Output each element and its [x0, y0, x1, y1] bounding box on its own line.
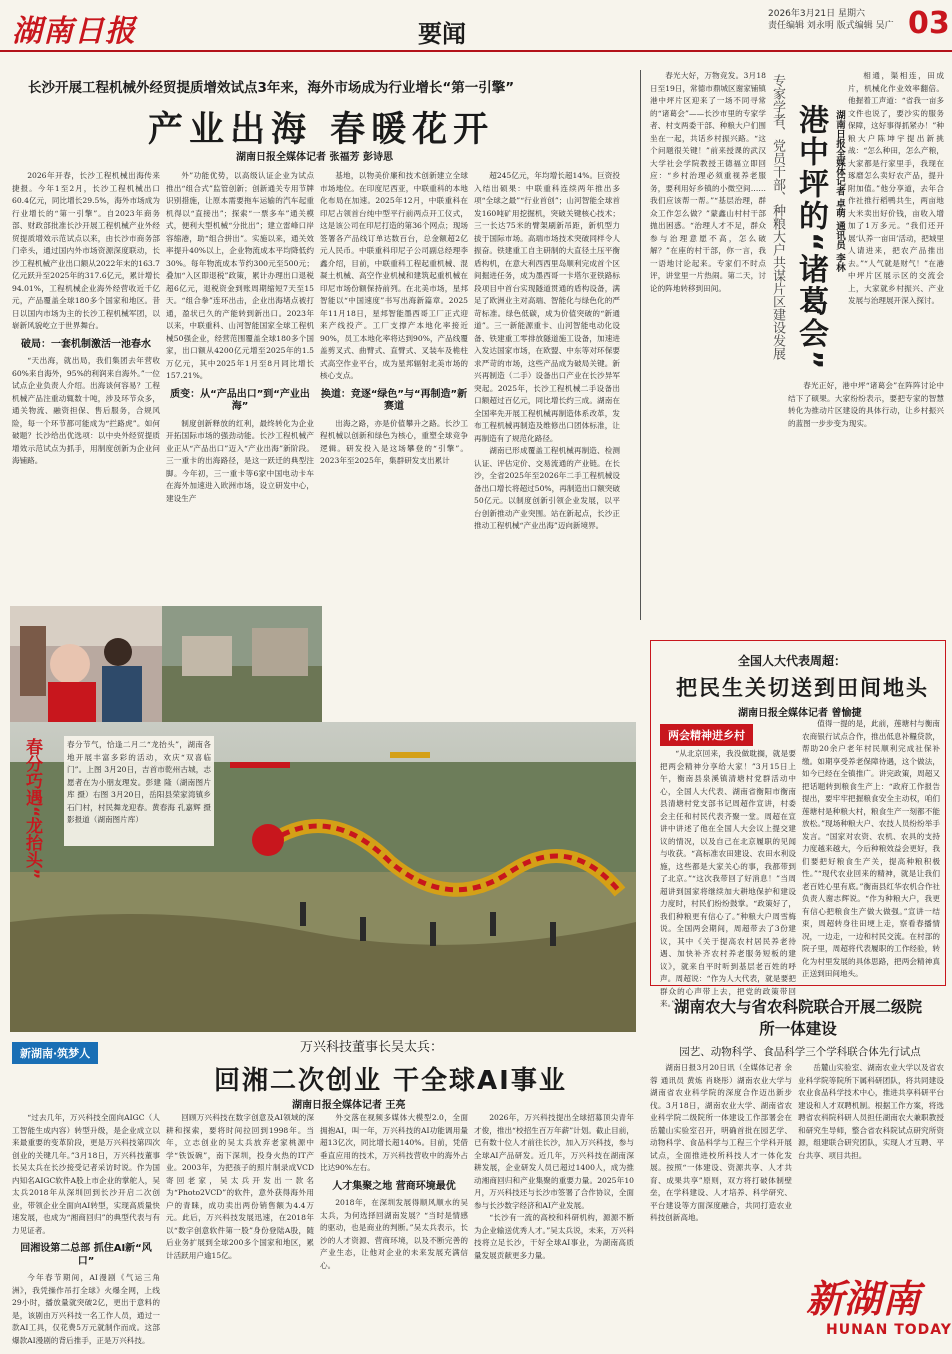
dateline: [768, 8, 908, 32]
lead-column-2: 外”功能优势，以高级认证企业为试点推出“组合式”监管创新；创新通关专用节牌识别措施，让原本需要拖车运输的汽车起重机得以“直接出”；探索“一票多车”通关模式，便利大型机械“分批出”；建立雷峰口岸容缩港，助“组合拼出”。实施以来，通关效率提升40%以上，企业物流成本平均降低约30%。每年物流成本节约300元至500元；叠加“入区即退税”政策，累计办理出口退税超6亿元，退税资金到账周期缩短7天至15天。“组合拳”连环出击，企业出海堵点被打通，盈状已久的产能转到新出口。2023年以来，中联重科、山河智能国家全球工程机械50强企业，经营范围覆盖全球180多个国家，出口额从4200亿元增至2025年的1.5万亿元，其中2025年1月至8月同比增长157.21%。 质变：从“产品出口”到“产业出海” 制度创新释放的红利，最终转化为企业开拓国际市场的强劲动能。长沙工程机械产业正从“产品出口”迈入“产业出海”新阶段。三一重卡的出海路径，是这一跃迁的典型注脚。今年初，三一重卡等6家中国电动卡车在海外加速进入欧洲市场，设立研发中心，建设生产: [166, 171, 314, 503]
side-story-text-b: 相通，渠相连，田成片，机械化作业效率翻倍。他握着工声道：“省我一亩多文件也说了，要沙实的服务保障，这好事得抓紧办！”种粮大户陈坤宇提出新挑战：“怎么种田，怎么产粮，大家都是行家里手，我现在琢磨怎么卖好农产品，提升附加值。”他分享道，去年合作社推行稻鸭共生，两亩地大米卖出好价钱，亩收入增加了1万多元。“我们还开展‘认养一亩田’活动，把城里人请进来，把农产品推出去。”“人气就是财气！”在港中坪片区展示区的交流会上，大家就乡村振兴、产业发展与治理展开深入探讨。: [848, 71, 944, 305]
photo-vertical-title: 春分巧遇“龙抬头”: [22, 738, 42, 880]
ai-subhead-2: 人才集聚之地 营商环境最优: [332, 1180, 456, 1192]
lead-headline: 产业出海 春暖花开: [148, 110, 495, 150]
ai-story-tag: 新湖南·筑梦人: [12, 1042, 98, 1064]
lead-column-1: 2026年开春，长沙工程机械出海传来捷报。今年1至2月，长沙工程机械出口60.4亿元，同比增长29.5%，海外市场成为行业增长的“第一引擎”。自2023年商务部、财政部批准长沙开展工程机械产业外经贸提质增效示范试点以来，由长沙市商务部门牵头，通过国内外市场资源深度联动，长沙工程机械产业出口额从2022年末的163.7亿元跃升至2025年的317.6亿元，累计增长94.01%，工程机械企业海外经营收近千亿元，产品覆盖全球180多个国家和地区。昔日以国内市场为主的长沙工程机械军团，以崭新风貌屹立于世界舞台。 破局：一套机制激活一池春水 “天出海，就出局，我们集团去年营收60%来自海外，95%的利润来自海外。”一位试点企业负责人介绍。出海谈何容易？工程机械产品注重动辄数十吨，涉及环节众多，通关物流、融资担保、售后服务，合规风险，每一个环节都可能成为“拦路虎”。如何破题？长沙给出优选项：以中央外经贸提质增效示范试点为抓手，用制度创新为企业问海铺路。: [12, 171, 160, 465]
univ-column-2: 岳麓山实验室、湖南农业大学以及省农业科学院等院所下属科研团队，将共同建设农业食品科学技术中心，推进共享科研平台建设和人才双聘机制。根据工作方案，将选聘省农科院科研人员担任湖南农大兼职教授和研究生导师，整合省农科院试点研究所资源，组建联合研究团队，实现人才互聘、平台共享、项目共担。: [798, 1063, 944, 1160]
issue-date: 2026年3月21日 星期六: [768, 9, 865, 19]
side-story-kicker: 专家学者、党员干部、种粮大户共谋片区建设发展: [770, 74, 785, 360]
univ-column-1: 湖南日报3月20日讯（全媒体记者 余蓉 通讯员 黄炼 肖晓彤）湖南农业大学与湖南省农业科学院的深度合作迈出新步伐。3月18日，湖南农业大学、湖南省农业科学院二级院所一体建设工作部署会在岳麓山实验室召开，明确首批在园艺学、动物科学、食品科学与工程三个学科开展试点，全面推进校所科技人才一体化发展。按照“一体建设、资源共享、人才共育、成果共享”原则，双方将打破体制壁垒，在学科建设、人才培养、科学研究、平台建设等方面深度融合，共同打造农业科技创新高地。: [650, 1063, 792, 1222]
hunan-today-watermark-sub: HUNAN TODAY: [826, 1322, 952, 1338]
ai-byline: 湖南日报全媒体记者 王亮: [292, 1100, 406, 1111]
newspaper-logo: 湖南日报: [12, 14, 136, 49]
column-divider: [640, 70, 641, 620]
side-story-text-a: 春光大好，万物竞发。3月18日至19日，常德市鼎城区谢家铺镇港中坪片区迎来了一场不同寻常的“诸葛会”——长沙市里的专家学者、村支两委干部、种粮大户们围坐在一起，共话乡村振兴路。“这个问题很关键！”前来授课的武汉大学社会学院教授王德福立即回应：“乡村治理必须重视养老服务，要利用好乡镇的小微空间……我们应该帮一帮。”“基层治理，群众工作怎么做？”蒙鑫山村村干部抛出困惑。“治理人才不足，群众参与治理意愿不高，怎么破解？”在座的村干部，你一言，我一语地讨论起来。专家们不时点评，讲堂里一片热闹。第二天，讨论的阵地转移到田间。: [650, 71, 766, 293]
npc-column-1: “从北京回来，我没做耽搁，就是要把两会精神分享给大家！”3月15日上午，衡南县泉溪镇清塘村党群活动中心，全国人大代表、湖南省衡阳市衡南县清塘村党支部书记周超作宣讲，村委会主任和村民代表齐聚一堂。周超在宣讲中讲述了他在全国人大会议上提交建议的情况，以及自己在北京履职的见闻与收获。“高标准农田建设、农田水利设施，这些都是大家关心的事，我都带到了北京。”“这次我带回了好消息！”当周超讲到国家将继续加大耕地保护和建设力度时，村民们纷纷鼓掌。“政策好了，我们种粮更有信心了。”种粮大户周雪梅说。全国两会期间，周超带去了3份建议，其中《关于提高农村居民养老待遇、加快补齐农村养老服务短板的建议》，就来自平时听到基层老百姓的呼声。周超说：“作为人大代表，就是要把群众的心声带上去，把党的政策带回来。”: [660, 749, 796, 1008]
ai-column-4: 2026年，万兴科技提出全球招募顶尖青年才俊，推出“校招生百万年薪”计划。截止目前，已有数十位人才前往长沙，加入万兴科技，参与全球AI产品研发。近几年，万兴科技在湖南深耕发展，企业研发人员已超过1400人，成为推动湘商回归和产业集聚的重要力量。2025年10月，万兴科技还与长沙市签署了合作协议，全面参与长沙数字经济和AI产业发展。 “长沙有一流的高校和科研机构，源源不断为企业输送优秀人才。”吴太兵说，未来，万兴科技将立足长沙，干好全球AI事业，为湖南高质量发展贡献更多力量。: [474, 1113, 634, 1260]
ai-column-1: “过去几年，万兴科技全面向AIGC（人工智能生成内容）转型升级，是企业成立以来最重要的变革阶段，更是万兴科技第四次创业的关键几年。”3月18日，万兴科技董事长吴太兵在长沙接受记者采访时说。作为国内知名AIGC软件A股上市企业的掌舵人，吴太兵2018年从深圳回到长沙开启二次创业，带领企业全面向AI转型，实现高质量快速发展，也成为“湘商回归”的典型代表与有力见证者。 回湘设第二总部 抓住AI新“风口” 今年春节期间，AI漫剧《气运三角洲》，我凭操作吊打全球》火爆全网，上线29小时，播放量就突破2亿，更出于意料的是，该剧由万兴科技一名工作人员，通过一款AI工具，仅花费5万元就制作而成。这部爆款AI漫剧的背后推手，正是万兴科技。: [12, 1113, 160, 1345]
village-scene-photo: [162, 606, 322, 722]
npc-kicker: 全国人大代表周超：: [738, 654, 847, 668]
ai-headline: 回湘二次创业 干全球AI事业: [214, 1066, 567, 1096]
page-number: 03: [908, 6, 950, 41]
ai-column-3: 外交落在视频多媒体大模型2.0，全面拥抱AI，叫一年，万兴科技的AI功能调用量超13亿次，同比增长超140%。目前，凭借垂直应用的技术，万兴科技营收中的海外占比达90%左右。 人才集聚之地 营商环境最优 2018年，在深圳发展得顺风顺水的吴太兵，为何选择回湖南发展？“当时是情感的驱动，也是商业的判断。”吴太兵表示，长沙的人才资源、营商环境，以及不断完善的产业生态，让他对企业的未来发展充满信心。: [320, 1113, 468, 1270]
child-haircut-photo: [10, 606, 162, 722]
ai-subhead-1: 回湘设第二总部 抓住AI新“风口”: [20, 1243, 152, 1267]
npc-byline: 湖南日报全媒体记者 曾愉捷: [738, 708, 862, 719]
npc-tag: 两会精神进乡村: [660, 724, 753, 746]
lead-kicker: 长沙开展工程机械外经贸提质增效试点3年来，海外市场成为行业增长“第一引擎”: [28, 80, 515, 96]
univ-headline: 湖南农大与省农科院联合开展二级院所一体建设: [673, 998, 922, 1038]
ai-kicker: 万兴科技董事长吴太兵：: [300, 1040, 444, 1055]
photo-caption: 春分节气，恰逢二月二“龙抬头”，湖南各地开展丰富多彩的活动，欢庆“双喜临门”。上图 3月20日，吉首市乾州古城，志愿者在为小朋友理发。彭建 隆（湖南图片库 摄）右图 3月20日，岳阳县荣家湾镇乡石门村，村民舞龙迎春。黄春海 孔嘉辉 摄影报道（湖南图片库）: [64, 736, 214, 846]
lead-byline: 湖南日报全媒体记者 张福芳 彭诗思: [236, 152, 393, 163]
lead-subhead-2: 质变：从“产品出口”到“产业出海”: [170, 388, 310, 412]
section-title: 要闻: [418, 20, 466, 48]
univ-kicker: 园艺、动物科学、食品科学三个学科联合体先行试点: [679, 1046, 921, 1058]
side-story-headline: 港中坪的“诸葛会”: [793, 104, 828, 372]
hunan-today-watermark: 新湖南: [806, 1277, 921, 1321]
npc-headline: 把民生关切送到田间地头: [676, 676, 929, 700]
festival-photo-top: [10, 606, 162, 722]
masthead: [0, 0, 952, 52]
npc-column-2: 值得一提的是，此前，莲塘村与衡南农商银行试点合作，推出低息补糧贷款，帮助20余户老年村民顺利完成社保补缴。如期享受养老保障待遇，这个做法，如今已经在全镇推广。讲完政策，周超又把话题转到粮食生产上：“政府工作报告提出，要牢牢把握粮食安全主动权，咱们莲塘村是种粮大村，粮食生产一刻都不能放松。”现场种粮大户、农技人员纷纷举手发言。“国家对农资、农机、农具的支持力度越来越大，今后种粮效益会更好，我们要把好粮食生产关，提高种粮积极性。”“现代农业回来的精神，就是让我们老百姓心里有底。”衡南县红华农机合作社负责人谢志辉说。“作为种粮大户，我更有信心把粮食生产做大做强。”宣讲一结束，周超转身往田埂上走，察看春播情况，一边走，一边和村民交流。在村部的院子里，周超将代表履职的工作经验，转化为村里发展的具体思路，把两会精神真正送到田间地头。: [802, 719, 940, 978]
lead-subhead-3: 换道：竞逐“绿色”与“再制造”新赛道: [320, 388, 468, 412]
lead-column-4: 超245亿元，年均增长超14%。巨资投入结出硕果：中联重科连续两年推出多项“全球之最”“行业首创”；山河智能全球首发160吨矿用挖掘机，突破关键核心技术；三一长达75米的臂架刷新吊距，新机型力拔于国际市场。高端市场技术突破同样令人振奋。铁建重工自主研制的大直径土压平衡盾构机，在意大利西西里岛顺利完成首个区间掘进任务，成为墨西哥一卡塔尔亚铁路标段项目中首台实现隧道贯通的盾构设备，满足了欧洲业主对高端、智能化与绿色化的严苛标准。绿色低碳，成为价值突破的“新通道”。三一新能源重卡、山河智能电动化设备、铁建重工零排放隧道施工设备，加速进入发达国家市场，在欧盟、中东等对环保要求严苛的市场，这些产品成为破局关键。新兴再制造（二手）设备出口产业在长沙异军突起。2025年，长沙工程机械二手设备出口额超过百亿元，同比增长约三成。湖南在全国率先开展工程机械再制造体系改革，发布工程机械再制造及维修出口团体标准，让再制造有了规范化路径。 湖南已形成覆盖工程机械再制造、检测认证、评估定价、交易流通的产业链。在长沙，全省2025年至2026年二手工程机械设备出口增长将超过50%，再制造出口额突破50亿元。以制度创新引领企业发展，以平台创新推动产业突围。站在新起点，长沙正推动工程机械“产业出海”迈向新境界。: [474, 171, 620, 530]
side-story-text-c: 春光正好，港中坪“诸葛会”在阵阵讨论中结下了硕果。大家纷纷表示，要把专家的智慧转化为推动片区建设的具体行动，让乡村振兴的蓝图一步步变为现实。: [788, 381, 944, 428]
editor-credits: 责任编辑 刘永明 版式编辑 吴广: [768, 21, 894, 31]
side-story-byline: 湖南日报全媒体记者 卓萌 通讯员 李林: [834, 110, 845, 272]
festival-photo-inset: [162, 606, 322, 722]
ai-column-2: 回顾万兴科技在数字创意及AI领域的深耕和探索，要将时间拉回到1998年。当年，立志创业的吴太兵放弃老家桃源中学“铁饭碗”，南下深圳，投身火热的IT产业。2003年，为把孩子的照片制录成VCD寄回老家，吴太兵开发出一款名为“Photo2VCD”的软件，意外获得海外用户的青睐，成功卖出两份销售额为4.4万元。此后，万兴科技发展迅速，在2018年以“数字创意软件第一股”身份登陆A股，随后业务扩展到全球200多个国家和地区，累计活跃用户逾15亿。: [166, 1113, 314, 1260]
lead-subhead-1: 破局：一套机制激活一池春水: [21, 338, 151, 350]
lead-column-3: 基地，以物美价廉和技术创新建立全球市场地位。在印度尼西亚，中联重科的本地化布局在加速。2025年12月，中联重科在印尼占领首台纯中型平行前两点开工仪式，这是该公司在印尼打造的第36个网点；现场签署各产品线订单达数百台，总金额超2亿元人民币。中联重科印尼子公司副总经理李鑫介绍，目前，中联重科工程起重机械、混凝土机械、高空作业机械和建筑起重机械在印尼市场份额保持前列。在北美市场，星邦智能以“中国速度”书写出海新篇章。2025年11月18日，星邦智能墨西哥工厂正式迎来产线投产。工厂支撑产本地化率接近90%，员工本地化率将达到90%，产品线覆盖剪叉式、曲臂式、直臂式、叉装车及桅柱式高空作业平台，成为星邦辐射北美市场的核心支点。 换道：竞逐“绿色”与“再制造”新赛道 出海之路，亦是价值攀升之路。长沙工程机械以创新和绿色为核心，重塑全球竞争逻辑。研发投入是这场攀登的“引擎”。2023年至2025年，集群研发支出累计: [320, 171, 468, 465]
